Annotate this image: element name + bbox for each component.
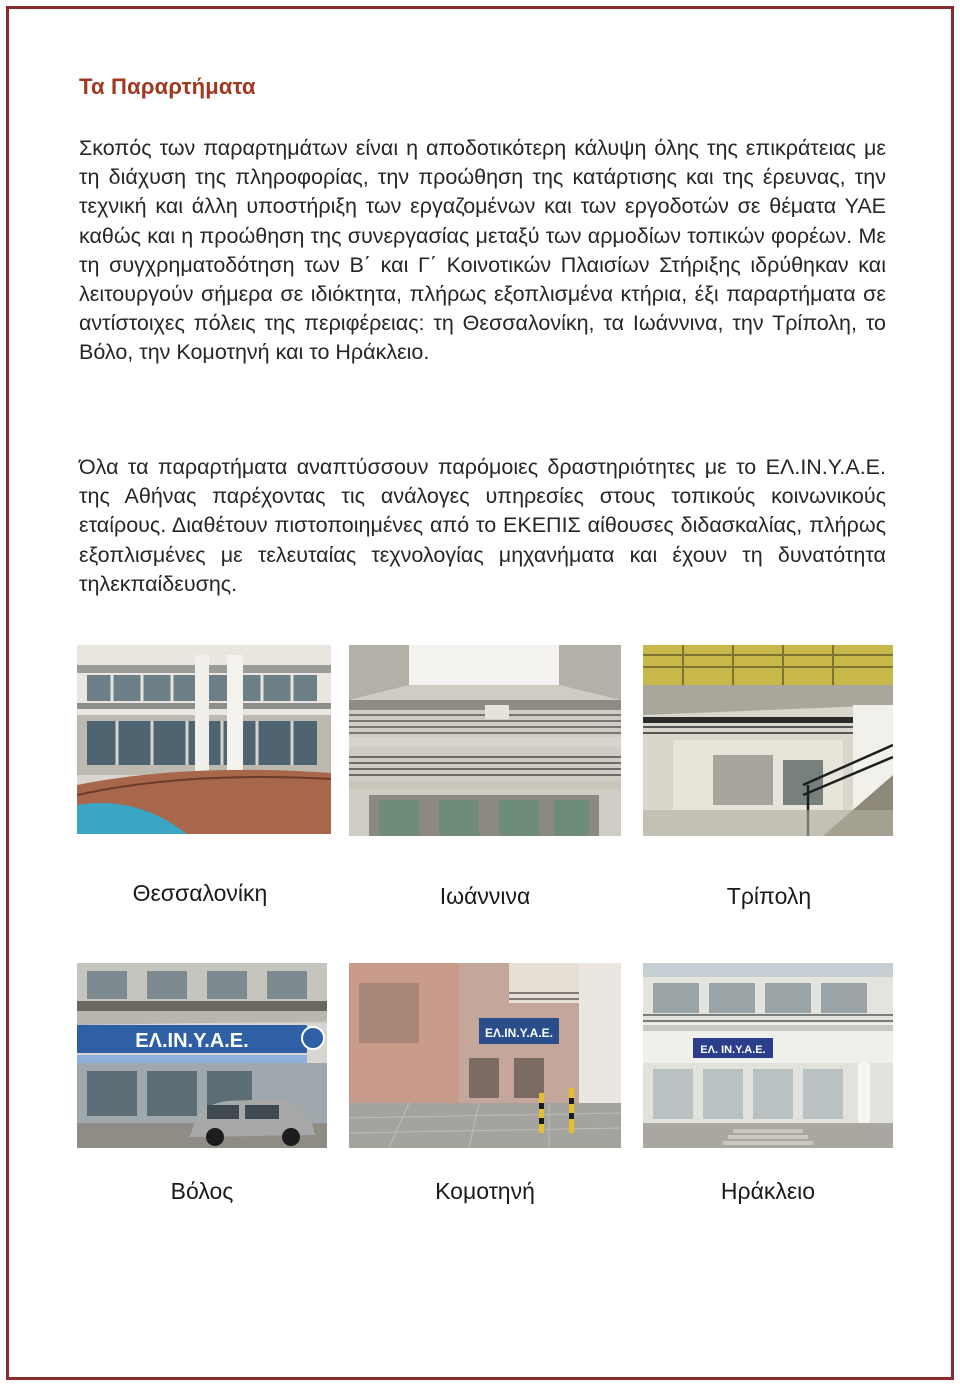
photo-tripoli xyxy=(643,645,893,836)
caption-thessaloniki: Θεσσαλονίκη xyxy=(132,880,268,906)
sign-heraklion: ΕΛ. ΙΝ.Υ.Α.Ε. xyxy=(700,1044,766,1056)
sign-volos: ΕΛ.ΙΝ.Υ.Α.Ε. xyxy=(135,1030,249,1052)
caption-heraklion: Ηράκλειο xyxy=(720,1178,816,1204)
caption-komotini: Κομοτηνή xyxy=(435,1178,535,1204)
photo-ioannina xyxy=(349,645,621,836)
caption-volos: Βόλος xyxy=(170,1178,234,1204)
activities-paragraph: Όλα τα παραρτήματα αναπτύσσουν παρόμοιες δραστηριότητες με το ΕΛ.ΙΝ.Υ.Α.Ε. της Αθήνας παρέχοντας τις ανάλογες υπηρεσίες στους τοπικούς κοινωνικούς εταίρους. Διαθέτουν πιστοποιημένες από το ΕΚΕΠΙΣ αίθουσες διδασκαλίας, πλήρως εξοπλισμένες με τελευταίας τεχνολογίας μηχανήματα και έχουν τη δυνατότητα τηλεκπαίδευσης. xyxy=(79,455,886,596)
section-title: Τα Παραρτήματα xyxy=(79,74,256,99)
photo-volos xyxy=(77,963,327,1148)
sign-komotini: ΕΛ.ΙΝ.Υ.Α.Ε. xyxy=(484,1026,554,1040)
photo-komotini xyxy=(349,963,621,1148)
photo-heraklion xyxy=(643,963,893,1148)
caption-tripoli: Τρίπολη xyxy=(726,883,812,909)
intro-paragraph: Σκοπός των παραρτημάτων είναι η αποδοτικότερη κάλυψη όλης της επικράτειας με τη διάχυση της πληροφορίας, την προώθηση της κατάρτισης και της έρευνας, την τεχνική και άλλη υποστήριξη των εργαζομένων και των εργοδοτών σε θέματα ΥΑΕ καθώς και η προώθηση της συνεργασίας μεταξύ των αρμοδίων τοπικών φορέων. Με τη συγχρηματοδότηση των Β΄ και Γ΄ Κοινοτικών Πλαισίων Στήριξης ιδρύθηκαν και λειτουργούν σήμερα σε ιδιόκτητα, πλήρως εξοπλισμένα κτήρια, έξι παραρτήματα σε αντίστοιχες πόλεις της περιφέρειας: τη Θεσσαλονίκη, τα Ιωάννινα, την Τρίπολη, το Βόλο, την Κομοτηνή και το Ηράκλειο. xyxy=(79,136,886,365)
caption-ioannina: Ιωάννινα xyxy=(439,883,531,909)
photo-thessaloniki xyxy=(77,645,331,834)
